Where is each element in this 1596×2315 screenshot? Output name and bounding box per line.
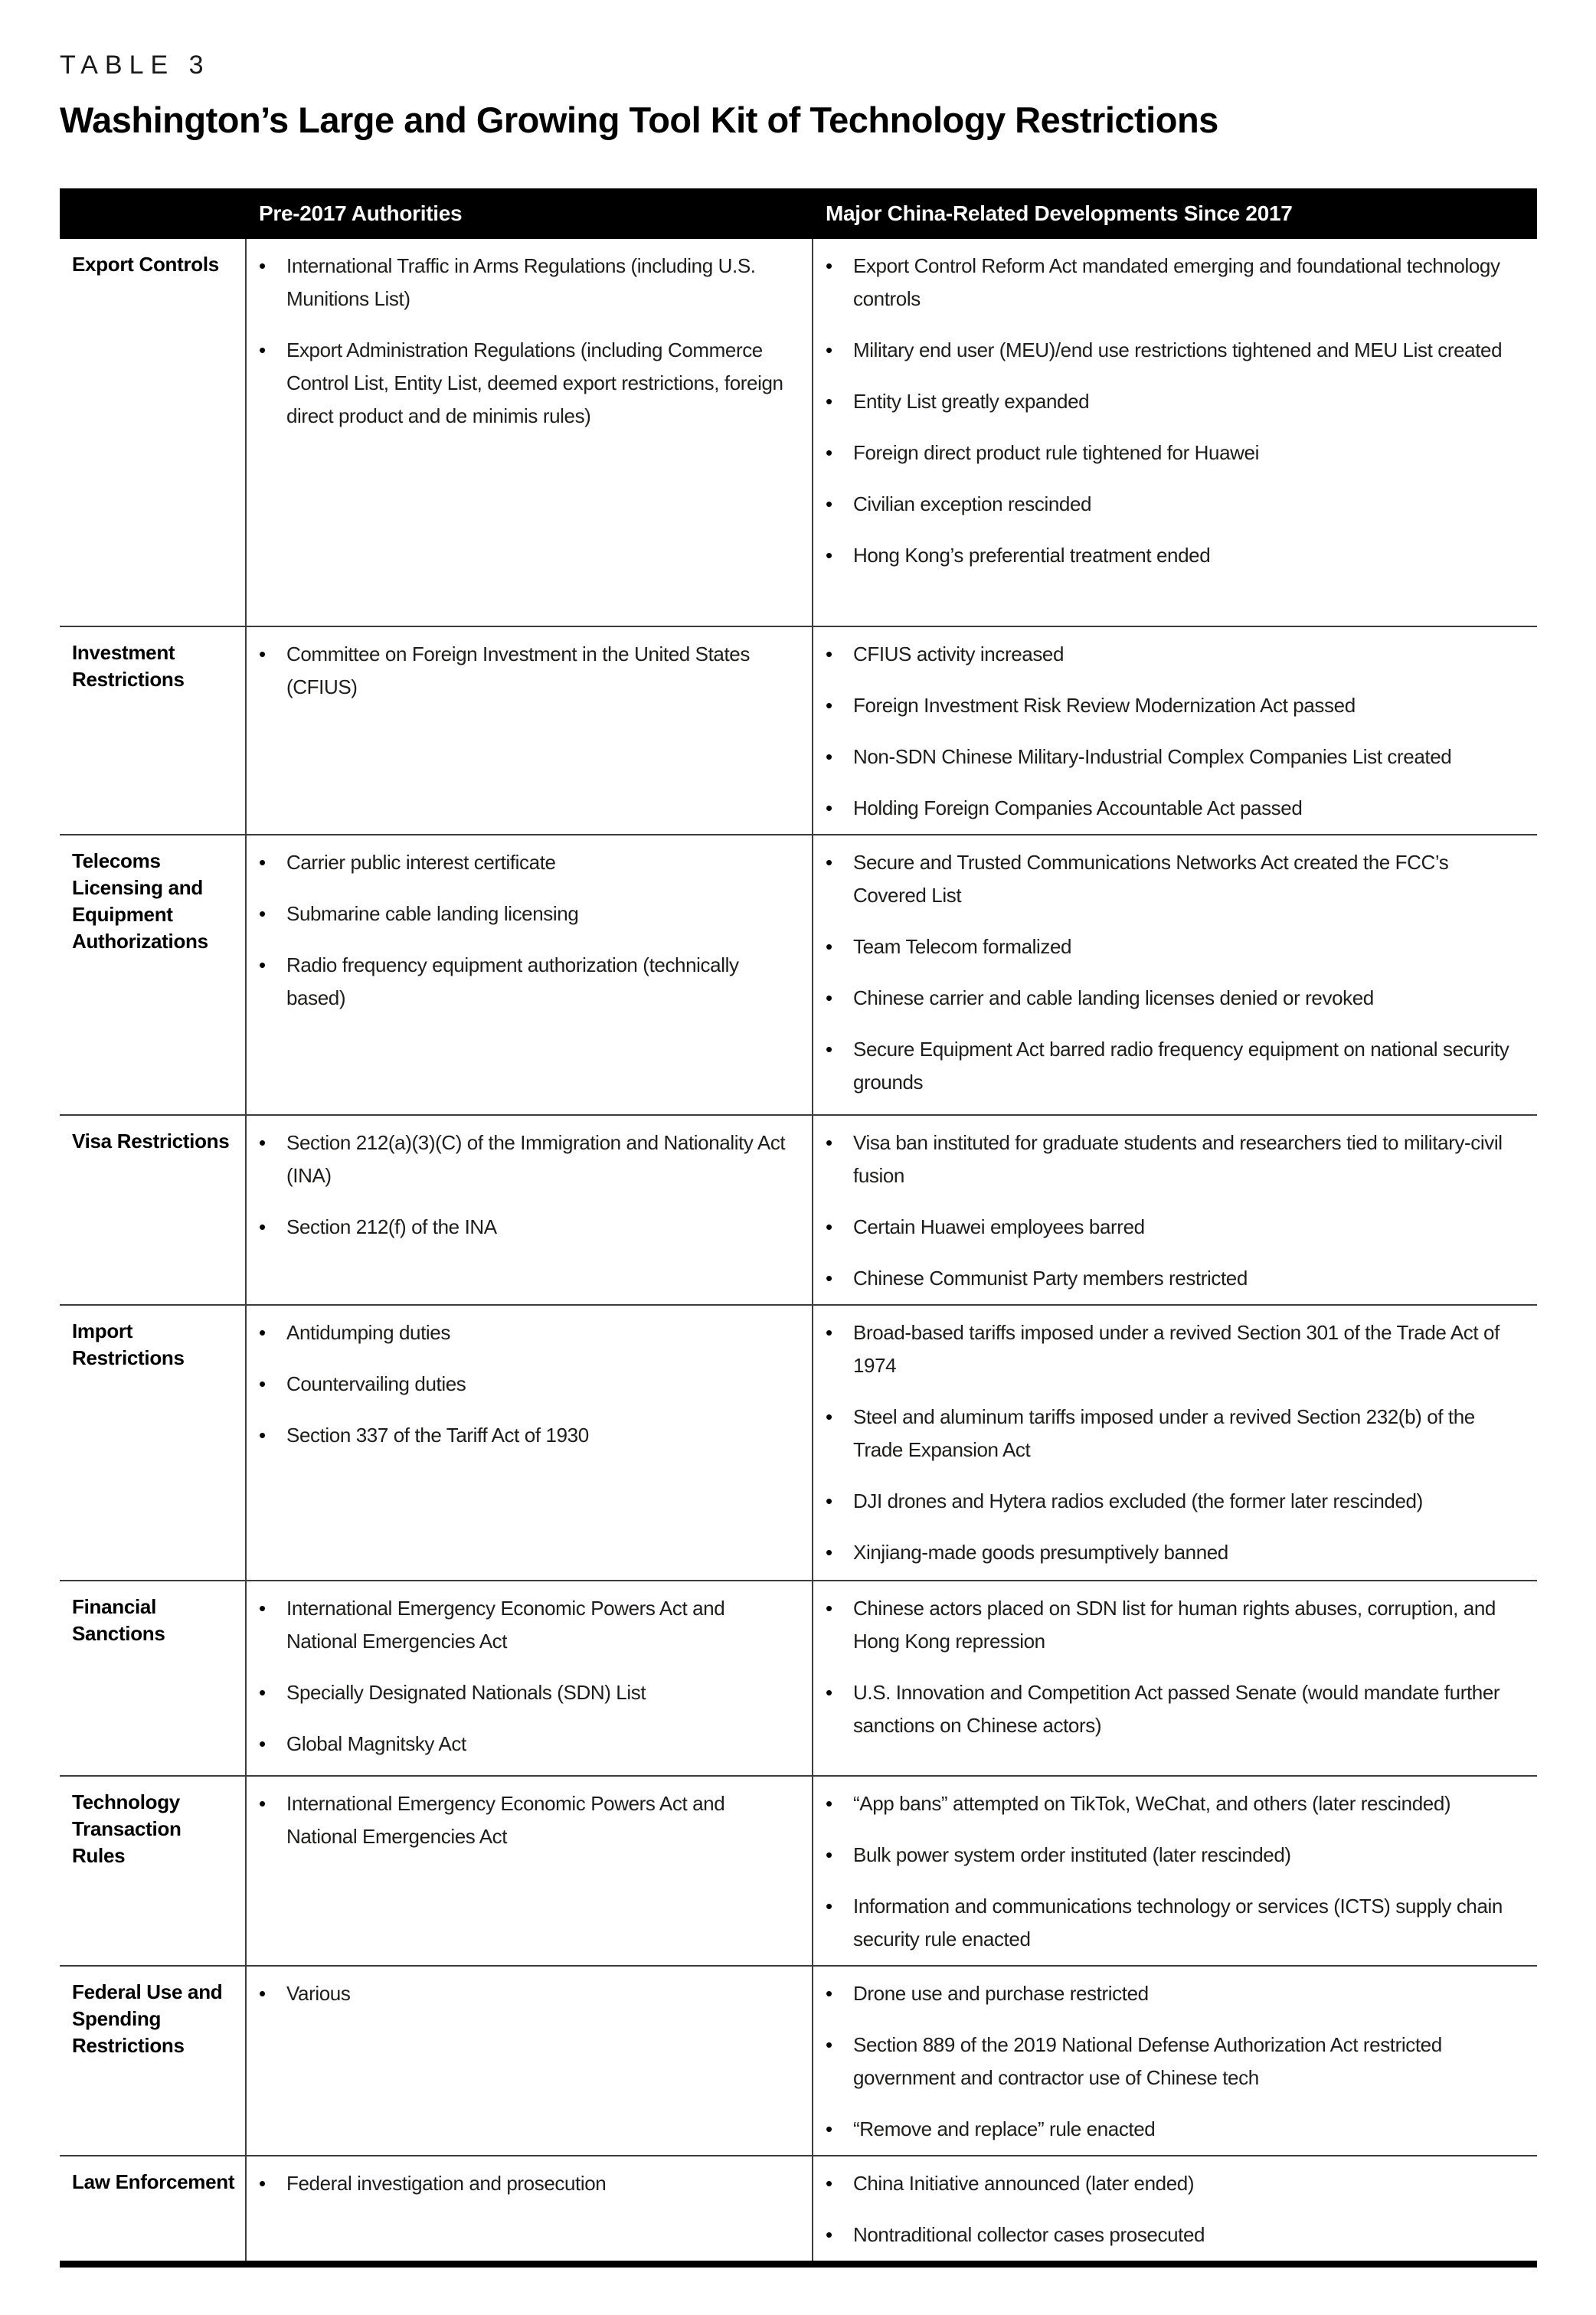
list-item	[259, 1316, 796, 1349]
list-item-text: Information and communications technology or services (ICTS) supply chain security rule enacted	[853, 1895, 1503, 1950]
bullet-icon: •	[826, 1541, 832, 1564]
bullet-icon: •	[826, 492, 832, 515]
list-item	[826, 2113, 1522, 2146]
table-cell-pre_2017	[245, 2156, 812, 2261]
bullet-list	[826, 636, 1522, 825]
row-category-label: Telecoms Licensing and Equipment Authorizations	[72, 849, 208, 953]
list-item-text: Export Administration Regulations (including Commerce Control List, Entity List, deemed export restrictions, foreign direct product and de minimis rules)	[286, 338, 783, 427]
table-cell-pre_2017	[245, 1777, 812, 1965]
bullet-icon: •	[826, 1131, 832, 1154]
list-item	[826, 1316, 1522, 1382]
table-cell-pre_2017	[245, 1116, 812, 1304]
list-item	[826, 846, 1522, 912]
list-item	[826, 1485, 1522, 1518]
bullet-icon: •	[826, 390, 832, 413]
bullet-icon: •	[259, 254, 266, 277]
list-item	[826, 1592, 1522, 1658]
bullet-icon: •	[826, 1982, 832, 2005]
table-header-row	[60, 188, 1537, 239]
bullet-icon: •	[259, 953, 266, 976]
table-cell-since_2017	[812, 627, 1537, 834]
list-item	[826, 2029, 1522, 2094]
bullet-list	[826, 2166, 1522, 2251]
table-cell-since_2017	[812, 1777, 1537, 1965]
list-item-text: International Emergency Economic Powers Act and National Emergencies Act	[286, 1597, 725, 1653]
row-category-label: Law Enforcement	[72, 2170, 235, 2193]
table-cell-pre_2017	[245, 1306, 812, 1580]
list-item-text: Section 212(a)(3)(C) of the Immigration and Nationality Act (INA)	[286, 1131, 786, 1187]
table-cell-since_2017	[812, 2156, 1537, 2261]
list-item-text: Steel and aluminum tariffs imposed under a revived Section 232(b) of the Trade Expansion Act	[853, 1405, 1475, 1461]
table-row	[60, 1114, 1537, 1304]
list-item-text: Xinjiang-made goods presumptively banned	[853, 1541, 1228, 1564]
list-item-text: Carrier public interest certificate	[286, 851, 556, 874]
list-item	[826, 1126, 1522, 1192]
bullet-list	[826, 248, 1522, 572]
list-item-text: Secure and Trusted Communications Networks Act created the FCC’s Covered List	[853, 851, 1449, 907]
list-item-text: Certain Huawei employees barred	[853, 1215, 1145, 1238]
list-item	[826, 1536, 1522, 1569]
list-item-text: U.S. Innovation and Competition Act passed Senate (would mandate further sanctions on Chinese actors)	[853, 1681, 1500, 1737]
bullet-icon: •	[259, 643, 266, 665]
list-item	[826, 334, 1522, 367]
list-item-text: Radio frequency equipment authorization (technically based)	[286, 953, 739, 1009]
bullet-icon: •	[826, 2033, 832, 2056]
bullet-icon: •	[259, 338, 266, 361]
row-category-label: Investment Restrictions	[72, 641, 185, 692]
bullet-list	[826, 1315, 1522, 1569]
table-cell-pre_2017	[245, 835, 812, 1114]
table-cell-since_2017	[812, 835, 1537, 1114]
bullet-icon: •	[826, 986, 832, 1009]
bullet-icon: •	[826, 1597, 832, 1620]
bullet-icon: •	[826, 254, 832, 277]
list-item	[826, 792, 1522, 825]
list-item	[826, 1787, 1522, 1820]
list-item-text: Export Control Reform Act mandated emerging and foundational technology controls	[853, 254, 1500, 310]
bullet-icon: •	[826, 1489, 832, 1512]
list-item	[259, 334, 796, 433]
table-number-label: TABLE 3	[60, 51, 211, 80]
bullet-icon: •	[259, 1424, 266, 1447]
list-item-text: International Traffic in Arms Regulations (including U.S. Munitions List)	[286, 254, 756, 310]
bullet-list	[826, 1125, 1522, 1295]
list-item	[826, 488, 1522, 521]
list-item	[259, 1728, 796, 1761]
restrictions-table	[60, 188, 1537, 2268]
table-cell-since_2017	[812, 1581, 1537, 1775]
list-item	[826, 1401, 1522, 1466]
bullet-list	[259, 1591, 796, 1761]
list-item-text: Visa ban instituted for graduate students and researchers tied to military-civil fusion	[853, 1131, 1503, 1187]
bullet-icon: •	[826, 1792, 832, 1815]
bullet-icon: •	[259, 1732, 266, 1755]
bullet-icon: •	[826, 2223, 832, 2246]
bullet-list	[259, 1125, 796, 1244]
table-row	[60, 2155, 1537, 2261]
list-item	[826, 689, 1522, 722]
list-item-text: Section 337 of the Tariff Act of 1930	[286, 1424, 589, 1447]
bullet-list	[826, 1591, 1522, 1742]
table-row	[60, 1304, 1537, 1580]
table-cell-since_2017	[812, 1306, 1537, 1580]
header-cell-major-developments-since-2017: Major China-Related Developments Since 2017	[826, 201, 1293, 225]
list-item	[826, 437, 1522, 469]
bullet-list	[259, 1976, 796, 2010]
list-item	[259, 2167, 796, 2200]
bullet-icon: •	[826, 2172, 832, 2195]
table-cell-pre_2017	[245, 627, 812, 834]
list-item	[259, 949, 796, 1015]
table-cell-since_2017	[812, 1967, 1537, 2155]
list-item-text: Entity List greatly expanded	[853, 390, 1090, 413]
list-item	[259, 846, 796, 879]
list-item-text: Section 212(f) of the INA	[286, 1215, 497, 1238]
list-item	[826, 982, 1522, 1015]
list-item-text: Section 889 of the 2019 National Defense Authorization Act restricted government and contractor use of Chinese tech	[853, 2033, 1442, 2089]
bullet-icon: •	[826, 1215, 832, 1238]
bullet-icon: •	[259, 2172, 266, 2195]
table-row	[60, 1580, 1537, 1775]
bullet-icon: •	[259, 902, 266, 925]
bullet-icon: •	[826, 851, 832, 874]
bullet-list	[826, 845, 1522, 1099]
bullet-icon: •	[259, 1321, 266, 1344]
bullet-icon: •	[259, 1215, 266, 1238]
bullet-icon: •	[826, 1405, 832, 1428]
list-item	[826, 1977, 1522, 2010]
bullet-icon: •	[826, 441, 832, 464]
list-item-text: Specially Designated Nationals (SDN) List	[286, 1681, 646, 1704]
list-item	[259, 1368, 796, 1401]
list-item-text: Submarine cable landing licensing	[286, 902, 579, 925]
list-item	[259, 1977, 796, 2010]
table-cell-pre_2017	[245, 1967, 812, 2155]
bullet-icon: •	[826, 1895, 832, 1918]
table-body	[60, 239, 1537, 2261]
list-item	[826, 1033, 1522, 1099]
list-item	[826, 2167, 1522, 2200]
bullet-icon: •	[826, 745, 832, 768]
bullet-icon: •	[826, 694, 832, 717]
bullet-list	[259, 2166, 796, 2200]
list-item-text: Chinese Communist Party members restricted	[853, 1267, 1248, 1290]
table-cell-pre_2017	[245, 239, 812, 626]
table-cell-pre_2017	[245, 1581, 812, 1775]
bullet-list	[259, 636, 796, 704]
list-item-text: DJI drones and Hytera radios excluded (the former later rescinded)	[853, 1489, 1423, 1512]
bullet-icon: •	[259, 851, 266, 874]
list-item-text: Global Magnitsky Act	[286, 1732, 466, 1755]
bullet-icon: •	[826, 1681, 832, 1704]
list-item-text: Secure Equipment Act barred radio frequency equipment on national security grounds	[853, 1038, 1509, 1094]
list-item-text: Holding Foreign Companies Accountable Act passed	[853, 796, 1303, 819]
list-item	[259, 250, 796, 316]
table-row	[60, 834, 1537, 1114]
list-item	[826, 638, 1522, 671]
header-cell-pre-2017-authorities: Pre-2017 Authorities	[259, 201, 463, 225]
list-item	[826, 2219, 1522, 2251]
bullet-icon: •	[826, 338, 832, 361]
list-item-text: Antidumping duties	[286, 1321, 450, 1344]
list-item-text: Committee on Foreign Investment in the United States (CFIUS)	[286, 643, 750, 698]
list-item	[826, 1839, 1522, 1872]
list-item-text: Federal investigation and prosecution	[286, 2172, 607, 2195]
list-item	[826, 250, 1522, 316]
list-item-text: Bulk power system order instituted (later rescinded)	[853, 1843, 1291, 1866]
bullet-icon: •	[826, 1267, 832, 1290]
bullet-icon: •	[826, 1038, 832, 1061]
list-item	[259, 1592, 796, 1658]
bullet-list	[259, 248, 796, 433]
list-item-text: Various	[286, 1982, 351, 2005]
list-item	[259, 1676, 796, 1709]
bullet-list	[259, 1786, 796, 1853]
bullet-icon: •	[826, 1843, 832, 1866]
bullet-icon: •	[259, 1792, 266, 1815]
list-item-text: Hong Kong’s preferential treatment ended	[853, 544, 1211, 567]
list-item	[259, 1211, 796, 1244]
list-item	[826, 1890, 1522, 1956]
list-item-text: Military end user (MEU)/end use restrictions tightened and MEU List created	[853, 338, 1503, 361]
list-item-text: Drone use and purchase restricted	[853, 1982, 1149, 2005]
table-row	[60, 1965, 1537, 2155]
list-item-text: Broad-based tariffs imposed under a revived Section 301 of the Trade Act of 1974	[853, 1321, 1500, 1377]
bullet-icon: •	[259, 1597, 266, 1620]
bullet-icon: •	[826, 796, 832, 819]
bullet-icon: •	[259, 1982, 266, 2005]
row-category-label: Import Restrictions	[72, 1319, 185, 1370]
bullet-icon: •	[826, 1321, 832, 1344]
list-item	[826, 1211, 1522, 1244]
table-cell-since_2017	[812, 1116, 1537, 1304]
list-item	[826, 539, 1522, 572]
list-item-text: Chinese actors placed on SDN list for human rights abuses, corruption, and Hong Kong repression	[853, 1597, 1496, 1653]
bullet-icon: •	[259, 1372, 266, 1395]
list-item-text: Countervailing duties	[286, 1372, 466, 1395]
list-item-text: “Remove and replace” rule enacted	[853, 2117, 1156, 2140]
list-item-text: “App bans” attempted on TikTok, WeChat, and others (later rescinded)	[853, 1792, 1451, 1815]
list-item	[826, 385, 1522, 418]
list-item-text: CFIUS activity increased	[853, 643, 1065, 665]
list-item	[826, 1676, 1522, 1742]
row-category-label: Financial Sanctions	[72, 1595, 165, 1646]
bullet-icon: •	[826, 544, 832, 567]
list-item	[259, 1787, 796, 1853]
bullet-list	[826, 1976, 1522, 2146]
list-item-text: Nontraditional collector cases prosecuted	[853, 2223, 1205, 2246]
list-item-text: Team Telecom formalized	[853, 935, 1072, 958]
bullet-icon: •	[826, 2117, 832, 2140]
bullet-list	[259, 1315, 796, 1452]
list-item	[826, 930, 1522, 963]
list-item	[826, 1262, 1522, 1295]
bullet-list	[259, 845, 796, 1015]
list-item	[259, 1419, 796, 1452]
list-item-text: Foreign direct product rule tightened for Huawei	[853, 441, 1259, 464]
row-category-label: Federal Use and Spending Restrictions	[72, 1980, 223, 2058]
row-category-label: Technology Transaction Rules	[72, 1790, 182, 1868]
list-item-text: Foreign Investment Risk Review Modernization Act passed	[853, 694, 1356, 717]
list-item-text: Chinese carrier and cable landing licenses denied or revoked	[853, 986, 1374, 1009]
table-row	[60, 626, 1537, 834]
bullet-icon: •	[259, 1681, 266, 1704]
row-category-label: Visa Restrictions	[72, 1130, 230, 1153]
table-cell-since_2017	[812, 239, 1537, 626]
list-item	[259, 638, 796, 704]
list-item-text: Civilian exception rescinded	[853, 492, 1092, 515]
list-item	[259, 1126, 796, 1192]
page-title: Washington’s Large and Growing Tool Kit of Technology Restrictions	[60, 100, 1218, 140]
table-row	[60, 239, 1537, 626]
bullet-icon: •	[826, 643, 832, 665]
list-item-text: Non-SDN Chinese Military-Industrial Complex Companies List created	[853, 745, 1452, 768]
list-item	[259, 898, 796, 930]
row-category-label: Export Controls	[72, 253, 219, 276]
list-item-text: China Initiative announced (later ended)	[853, 2172, 1195, 2195]
list-item	[826, 741, 1522, 773]
bullet-list	[826, 1786, 1522, 1956]
bullet-icon: •	[826, 935, 832, 958]
bullet-icon: •	[259, 1131, 266, 1154]
list-item-text: International Emergency Economic Powers Act and National Emergencies Act	[286, 1792, 725, 1848]
table-row	[60, 1775, 1537, 1965]
